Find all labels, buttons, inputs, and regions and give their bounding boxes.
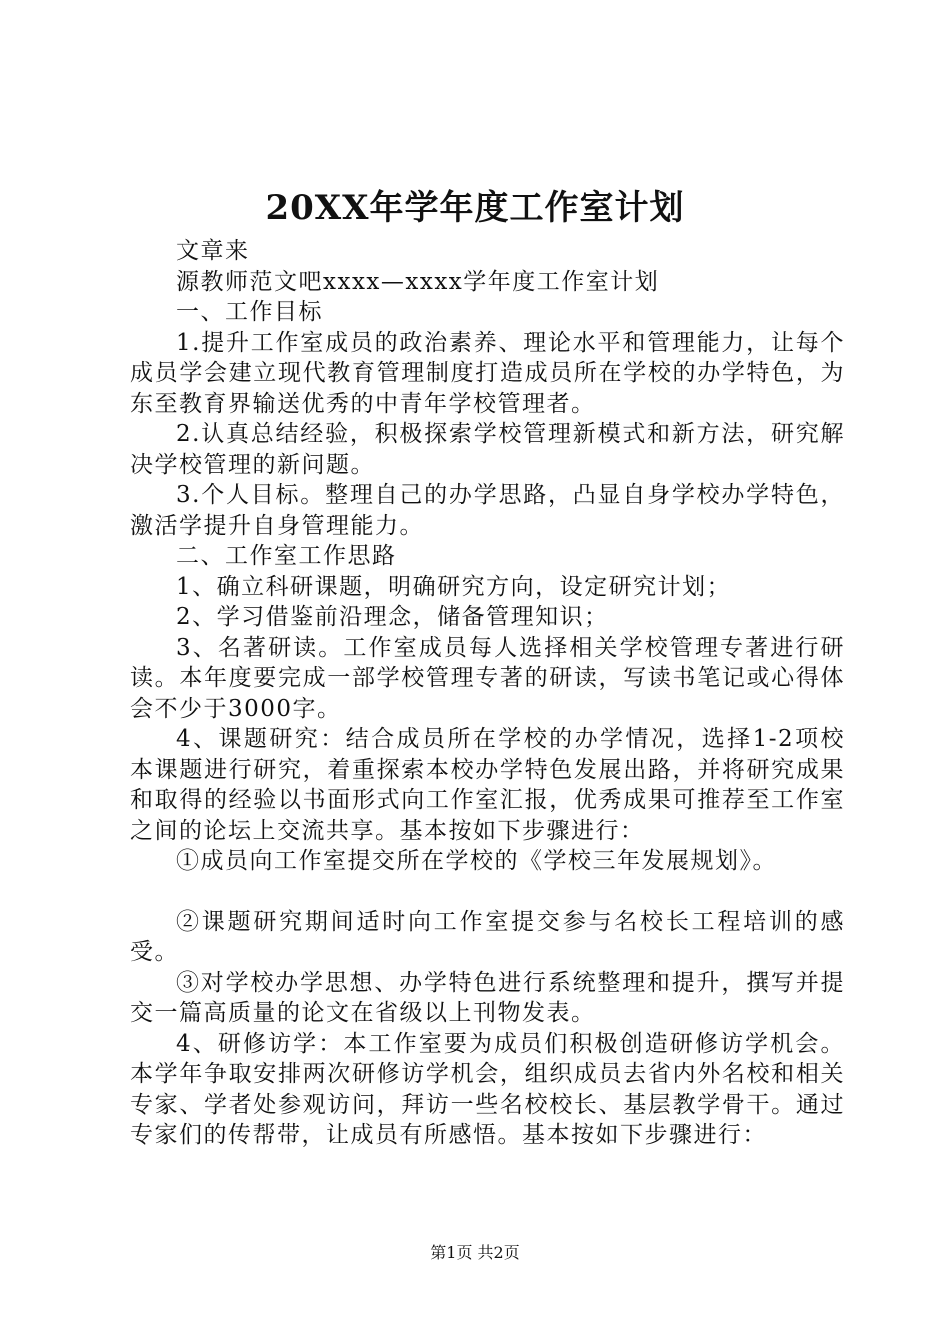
paragraph-approach-1: 1、确立科研课题，明确研究方向，设定研究计划；: [176, 573, 732, 600]
document-title: 20XX年学年度工作室计划: [265, 188, 685, 228]
paragraph-approach-4: 4、课题研究：结合成员所在学校的办学情况，选择1-2项校本课题进行研究，着重探索本校办学特色发展出路，并将研究成果和取得的经验以书面形式向工作室汇报，优秀成果可推荐至工作室之间的论坛上交流共享。基本按如下步骤进行：: [130, 726, 845, 844]
paragraph-source-line-1: 文章来: [176, 238, 250, 264]
paragraph-goal-1: 1.提升工作室成员的政治素养、理论水平和管理能力，让每个成员学会建立现代教育管理制度打造成员所在学校的办学特色，为东至教育界输送优秀的中青年学校管理者。: [130, 329, 845, 417]
paragraph-step-1: ①成员向工作室提交所在学校的《学校三年发展规划》。: [176, 848, 777, 874]
page-number: 第1页 共2页: [430, 1243, 520, 1262]
section-heading-goals: 一、工作目标: [176, 299, 323, 325]
document-body: [130, 236, 845, 1151]
paragraph-step-3: ③对学校办学思想、办学特色进行系统整理和提升，撰写并提交一篇高质量的论文在省级以上刊物发表。: [130, 969, 845, 1026]
blank-line: [130, 877, 845, 907]
section-heading-approach: 二、工作室工作思路: [176, 543, 397, 569]
paragraph-research-visits: 4、研修访学：本工作室要为成员们积极创造研修访学机会。本学年争取安排两次研修访学机会，组织成员去省内外名校和相关专家、学者处参观访问，拜访一些名校校长、基层教学骨干。通过专家们的传帮带，让成员有所感悟。基本按如下步骤进行：: [130, 1030, 845, 1148]
paragraph-goal-2: 2.认真总结经验，积极探索学校管理新模式和新方法，研究解决学校管理的新问题。: [130, 421, 845, 478]
paragraph-approach-2: 2、学习借鉴前沿理念，储备管理知识；: [176, 604, 609, 630]
paragraph-goal-3: 3.个人目标。整理自己的办学思路，凸显自身学校办学特色，激活学提升自身管理能力。: [130, 482, 845, 539]
paragraph-source-line-2: 源教师范文吧xxxx—xxxx学年度工作室计划: [176, 268, 660, 295]
paragraph-approach-3: 3、名著研读。工作室成员每人选择相关学校管理专著进行研读。本年度要完成一部学校管理专著的研读，写读书笔记或心得体会不少于3000字。: [130, 634, 845, 722]
paragraph-step-2: ②课题研究期间适时向工作室提交参与名校长工程培训的感受。: [130, 908, 845, 965]
